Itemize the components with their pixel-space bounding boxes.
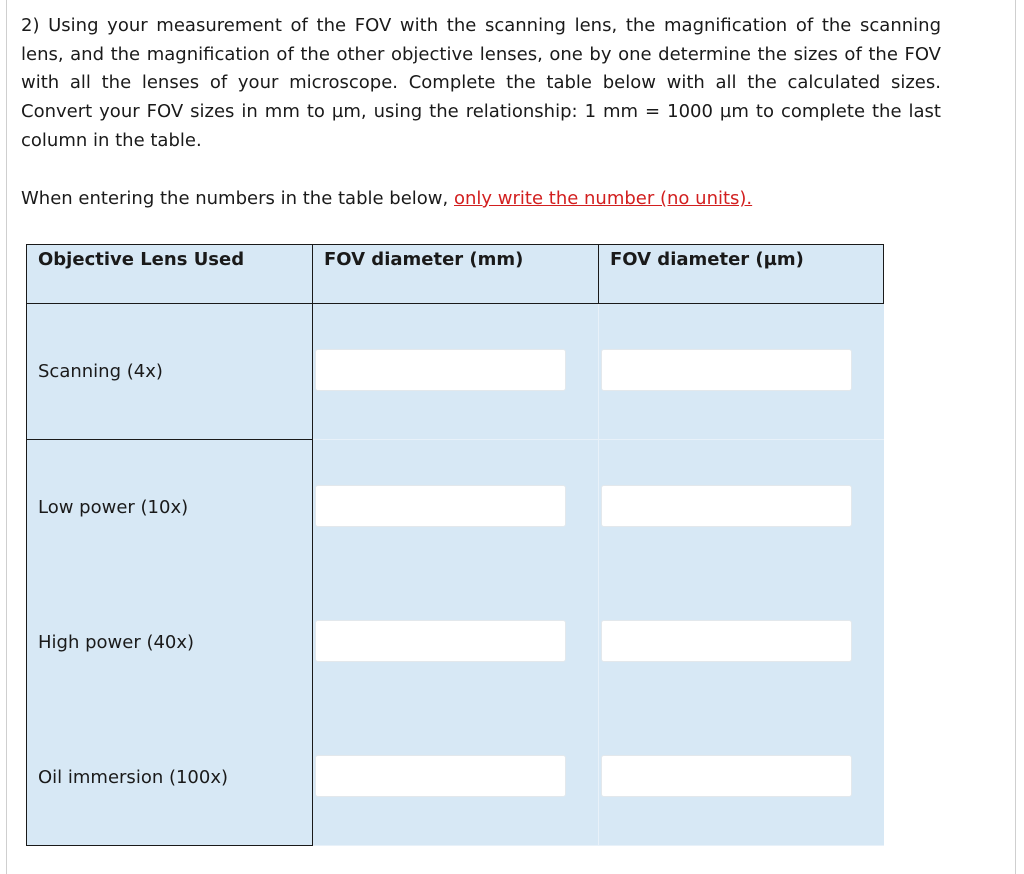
table-cell [313, 710, 599, 846]
header-fov-mm: FOV diameter (mm) [312, 244, 599, 304]
table-cell [313, 575, 599, 711]
table-cell [599, 440, 884, 576]
fov-table [26, 244, 884, 846]
table-cell [599, 575, 884, 711]
table-cell [313, 440, 599, 576]
scanning-mm-input[interactable] [315, 349, 566, 391]
row-label-high-power: High power (40x) [26, 575, 313, 711]
header-fov-um: FOV diameter (µm) [598, 244, 884, 304]
high-power-um-input[interactable] [601, 620, 852, 662]
header-objective-lens: Objective Lens Used [26, 244, 313, 304]
units-warning: only write the number (no units). [453, 188, 753, 209]
row-label-oil-immersion: Oil immersion (100x) [26, 710, 313, 846]
row-label-low-power: Low power (10x) [26, 440, 313, 576]
oil-immersion-mm-input[interactable] [315, 755, 566, 797]
oil-immersion-um-input[interactable] [601, 755, 852, 797]
row-label-scanning: Scanning (4x) [26, 304, 313, 440]
table-cell [313, 304, 599, 440]
low-power-um-input[interactable] [601, 485, 852, 527]
scanning-um-input[interactable] [601, 349, 852, 391]
entry-instruction [21, 185, 752, 213]
table-cell [599, 710, 884, 846]
instruction-lead: When entering the numbers in the table below, [21, 188, 454, 209]
low-power-mm-input[interactable] [315, 485, 566, 527]
question-text: 2) Using your measurement of the FOV with the scanning lens, the magnification of the scanning lens, and the magnification of the other objective lenses, one by one determine the sizes of the FOV with all the lenses of your microscope. Complete the table below with all the calculated sizes. Convert your FOV sizes in mm to µm, using the relationship: 1 mm = 1000 µm to complete the last column in the table. [21, 15, 941, 151]
high-power-mm-input[interactable] [315, 620, 566, 662]
table-cell [599, 304, 884, 440]
